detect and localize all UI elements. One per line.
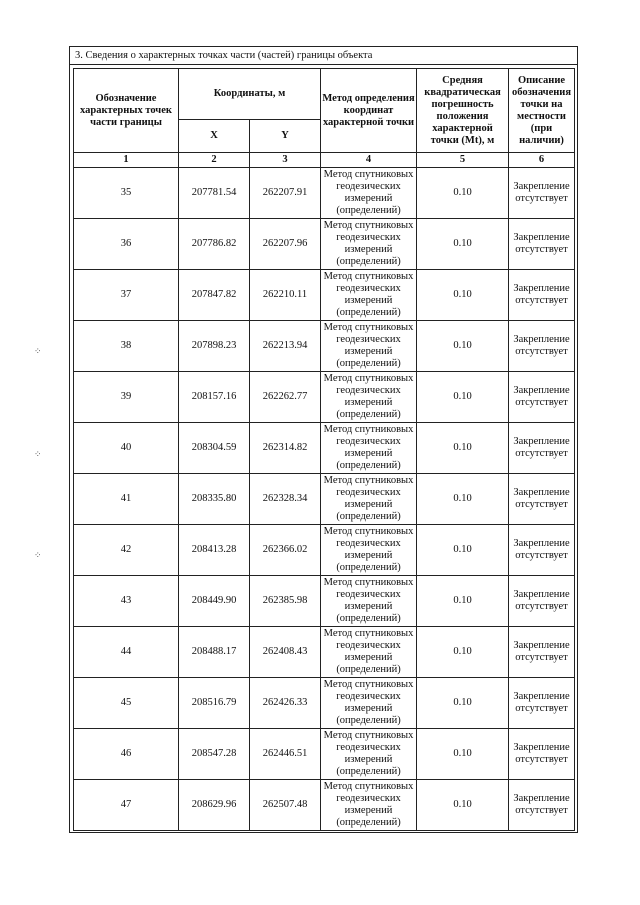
header-y: Y bbox=[250, 120, 321, 153]
method-cell: Метод спутниковых геодезических измерений (определений) bbox=[321, 729, 417, 780]
error-cell: 0.10 bbox=[417, 780, 509, 831]
table-row bbox=[74, 627, 575, 678]
point-number: 36 bbox=[74, 219, 179, 270]
coord-x: 208547.28 bbox=[179, 729, 250, 780]
table-row bbox=[74, 525, 575, 576]
method-cell: Метод спутниковых геодезических измерений (определений) bbox=[321, 219, 417, 270]
table-row bbox=[74, 780, 575, 831]
error-cell: 0.10 bbox=[417, 525, 509, 576]
column-number: 3 bbox=[250, 153, 321, 168]
point-number: 40 bbox=[74, 423, 179, 474]
point-number: 45 bbox=[74, 678, 179, 729]
method-cell: Метод спутниковых геодезических измерений (определений) bbox=[321, 780, 417, 831]
coord-y: 262446.51 bbox=[250, 729, 321, 780]
method-cell: Метод спутниковых геодезических измерений (определений) bbox=[321, 474, 417, 525]
coord-x: 208157.16 bbox=[179, 372, 250, 423]
coord-y: 262262.77 bbox=[250, 372, 321, 423]
header-error: Средняя квадратическая погрешность положения характерной точки (Mt), м bbox=[417, 69, 509, 153]
scan-mark: ⁘ bbox=[34, 550, 42, 560]
method-cell: Метод спутниковых геодезических измерений (определений) bbox=[321, 168, 417, 219]
coord-x: 208413.28 bbox=[179, 525, 250, 576]
description-cell: Закрепление отсутствует bbox=[509, 525, 575, 576]
coord-y: 262207.96 bbox=[250, 219, 321, 270]
coord-y: 262213.94 bbox=[250, 321, 321, 372]
coord-x: 207898.23 bbox=[179, 321, 250, 372]
coord-y: 262408.43 bbox=[250, 627, 321, 678]
point-number: 42 bbox=[74, 525, 179, 576]
error-cell: 0.10 bbox=[417, 168, 509, 219]
coord-y: 262507.48 bbox=[250, 780, 321, 831]
point-number: 35 bbox=[74, 168, 179, 219]
header-description: Описание обозначения точки на местности (при наличии) bbox=[509, 69, 575, 153]
point-number: 47 bbox=[74, 780, 179, 831]
error-cell: 0.10 bbox=[417, 627, 509, 678]
point-number: 44 bbox=[74, 627, 179, 678]
table-row bbox=[74, 270, 575, 321]
table-row bbox=[74, 168, 575, 219]
point-number: 43 bbox=[74, 576, 179, 627]
description-cell: Закрепление отсутствует bbox=[509, 780, 575, 831]
point-number: 46 bbox=[74, 729, 179, 780]
coord-y: 262426.33 bbox=[250, 678, 321, 729]
column-numbers-row bbox=[74, 153, 575, 168]
coord-x: 208516.79 bbox=[179, 678, 250, 729]
coord-x: 207786.82 bbox=[179, 219, 250, 270]
coord-x: 208449.90 bbox=[179, 576, 250, 627]
method-cell: Метод спутниковых геодезических измерений (определений) bbox=[321, 372, 417, 423]
method-cell: Метод спутниковых геодезических измерений (определений) bbox=[321, 321, 417, 372]
error-cell: 0.10 bbox=[417, 423, 509, 474]
column-number: 6 bbox=[509, 153, 575, 168]
table-row bbox=[74, 219, 575, 270]
column-number: 5 bbox=[417, 153, 509, 168]
error-cell: 0.10 bbox=[417, 219, 509, 270]
table-body bbox=[74, 168, 575, 831]
header-coordinates: Координаты, м bbox=[179, 69, 321, 120]
error-cell: 0.10 bbox=[417, 729, 509, 780]
method-cell: Метод спутниковых геодезических измерений (определений) bbox=[321, 576, 417, 627]
column-number: 2 bbox=[179, 153, 250, 168]
description-cell: Закрепление отсутствует bbox=[509, 474, 575, 525]
error-cell: 0.10 bbox=[417, 372, 509, 423]
description-cell: Закрепление отсутствует bbox=[509, 627, 575, 678]
coord-x: 208629.96 bbox=[179, 780, 250, 831]
coord-x: 208488.17 bbox=[179, 627, 250, 678]
table-row bbox=[74, 321, 575, 372]
table-row bbox=[74, 729, 575, 780]
coord-x: 207781.54 bbox=[179, 168, 250, 219]
error-cell: 0.10 bbox=[417, 576, 509, 627]
description-cell: Закрепление отсутствует bbox=[509, 423, 575, 474]
points-table bbox=[73, 68, 575, 831]
description-cell: Закрепление отсутствует bbox=[509, 729, 575, 780]
point-number: 39 bbox=[74, 372, 179, 423]
description-cell: Закрепление отсутствует bbox=[509, 321, 575, 372]
table-row bbox=[74, 423, 575, 474]
error-cell: 0.10 bbox=[417, 474, 509, 525]
coord-x: 207847.82 bbox=[179, 270, 250, 321]
header-designation: Обозначение характерных точек части границы bbox=[74, 69, 179, 153]
description-cell: Закрепление отсутствует bbox=[509, 678, 575, 729]
method-cell: Метод спутниковых геодезических измерений (определений) bbox=[321, 525, 417, 576]
table-row bbox=[74, 576, 575, 627]
table-row bbox=[74, 372, 575, 423]
description-cell: Закрепление отсутствует bbox=[509, 270, 575, 321]
error-cell: 0.10 bbox=[417, 678, 509, 729]
method-cell: Метод спутниковых геодезических измерений (определений) bbox=[321, 678, 417, 729]
method-cell: Метод спутниковых геодезических измерений (определений) bbox=[321, 627, 417, 678]
error-cell: 0.10 bbox=[417, 321, 509, 372]
scan-mark: ⁘ bbox=[34, 346, 42, 356]
column-number: 1 bbox=[74, 153, 179, 168]
section-title: 3. Сведения о характерных точках части (частей) границы объекта bbox=[70, 47, 577, 65]
point-number: 38 bbox=[74, 321, 179, 372]
document-frame bbox=[69, 46, 578, 833]
coord-y: 262366.02 bbox=[250, 525, 321, 576]
header-method: Метод определения координат характерной точки bbox=[321, 69, 417, 153]
point-number: 41 bbox=[74, 474, 179, 525]
header-x: X bbox=[179, 120, 250, 153]
error-cell: 0.10 bbox=[417, 270, 509, 321]
coord-y: 262314.82 bbox=[250, 423, 321, 474]
coord-y: 262210.11 bbox=[250, 270, 321, 321]
table-row bbox=[74, 678, 575, 729]
column-number: 4 bbox=[321, 153, 417, 168]
coord-y: 262207.91 bbox=[250, 168, 321, 219]
method-cell: Метод спутниковых геодезических измерений (определений) bbox=[321, 270, 417, 321]
coord-y: 262385.98 bbox=[250, 576, 321, 627]
method-cell: Метод спутниковых геодезических измерений (определений) bbox=[321, 423, 417, 474]
description-cell: Закрепление отсутствует bbox=[509, 168, 575, 219]
table-row bbox=[74, 474, 575, 525]
coord-y: 262328.34 bbox=[250, 474, 321, 525]
coord-x: 208304.59 bbox=[179, 423, 250, 474]
coord-x: 208335.80 bbox=[179, 474, 250, 525]
scan-mark: ⁘ bbox=[34, 449, 42, 459]
point-number: 37 bbox=[74, 270, 179, 321]
description-cell: Закрепление отсутствует bbox=[509, 219, 575, 270]
description-cell: Закрепление отсутствует bbox=[509, 372, 575, 423]
description-cell: Закрепление отсутствует bbox=[509, 576, 575, 627]
